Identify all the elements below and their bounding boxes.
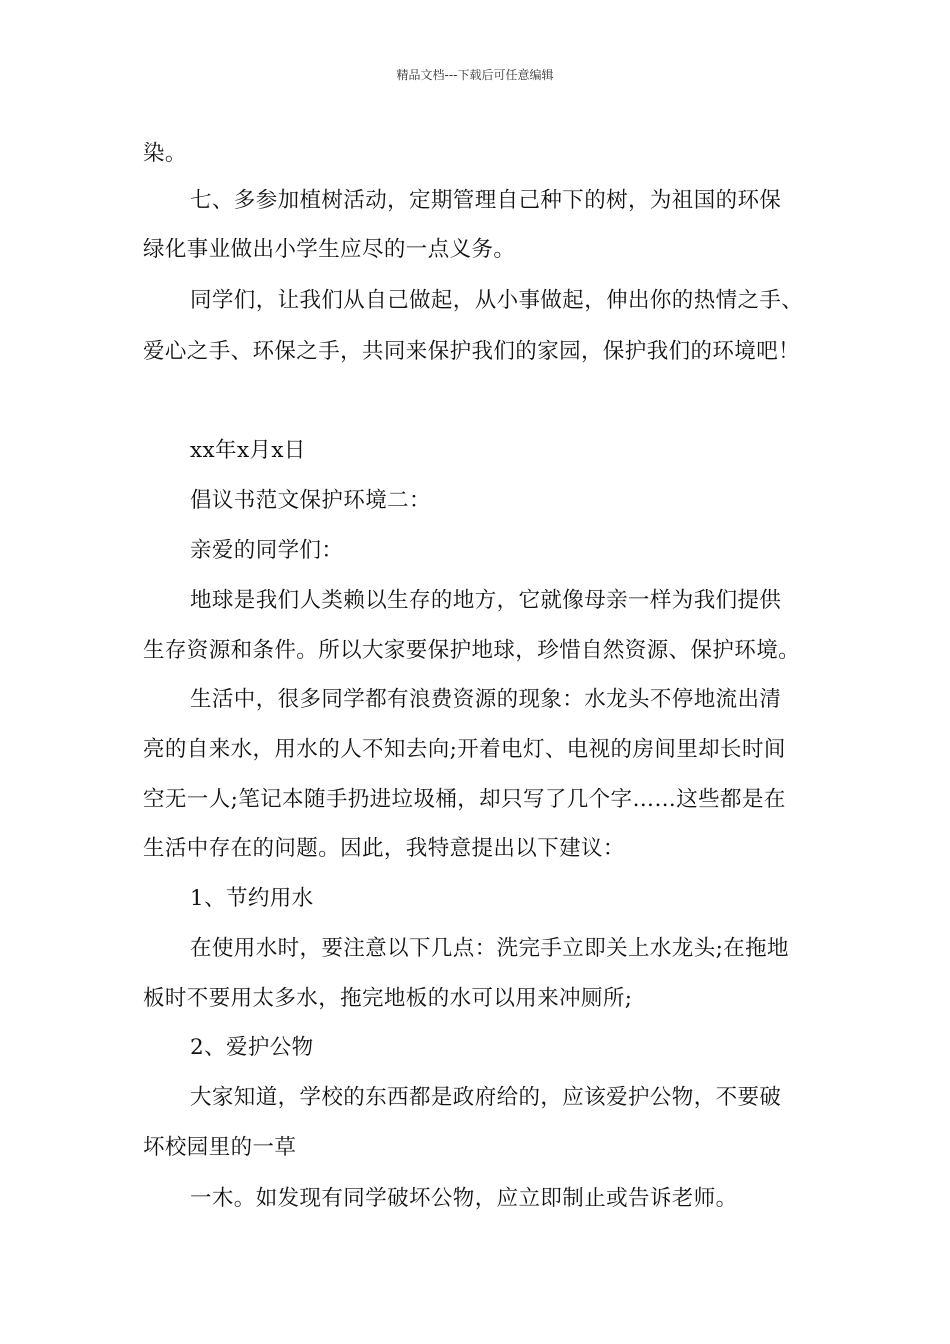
section-title: 倡议书范文保护环境二： xyxy=(190,488,431,513)
text-line: 绿化事业做出小学生应尽的一点义务。 xyxy=(143,237,516,262)
date-line: xx年x月x日 xyxy=(190,438,306,463)
text-line: 生活中，很多同学都有浪费资源的现象：水龙头不停地流出清 xyxy=(190,687,782,712)
text-line: 生活中存在的问题。因此，我特意提出以下建议： xyxy=(143,836,625,861)
text-line: 生存资源和条件。所以大家要保护地球，珍惜自然资源、保护环境。 xyxy=(143,638,801,663)
text-line: 大家知道，学校的东西都是政府给的，应该爱护公物，不要破 xyxy=(190,1085,782,1110)
text-line: 地球是我们人类赖以生存的地方，它就像母亲一样为我们提供 xyxy=(190,588,782,613)
text-line: 爱心之手、环保之手，共同来保护我们的家园，保护我们的环境吧！ xyxy=(143,339,801,364)
text-line: 亮的自来水，用水的人不知去向;开着电灯、电视的房间里却长时间 xyxy=(143,737,786,762)
text-line: 空无一人;笔记本随手扔进垃圾桶，却只写了几个字……这些都是在 xyxy=(143,787,786,812)
text-line: 染。 xyxy=(143,141,187,166)
page-header: 精品文档---下载后可任意编辑 xyxy=(396,68,554,82)
text-line: 同学们，让我们从自己做起，从小事做起，伸出你的热情之手、 xyxy=(190,288,804,313)
item-heading: 1、节约用水 xyxy=(190,886,314,911)
text-line: 在使用水时，要注意以下几点：洗完手立即关上水龙头;在拖地 xyxy=(190,936,789,961)
item-heading: 2、爱护公物 xyxy=(190,1035,314,1060)
text-line: 坏校园里的一草 xyxy=(143,1135,297,1160)
salutation: 亲爱的同学们： xyxy=(190,538,344,563)
text-line: 一木。如发现有同学破坏公物，应立即制止或告诉老师。 xyxy=(190,1186,738,1211)
text-line: 七、多参加植树活动，定期管理自己种下的树，为祖国的环保 xyxy=(190,188,782,213)
text-line: 板时不要用太多水，拖完地板的水可以用来冲厕所; xyxy=(143,986,633,1011)
